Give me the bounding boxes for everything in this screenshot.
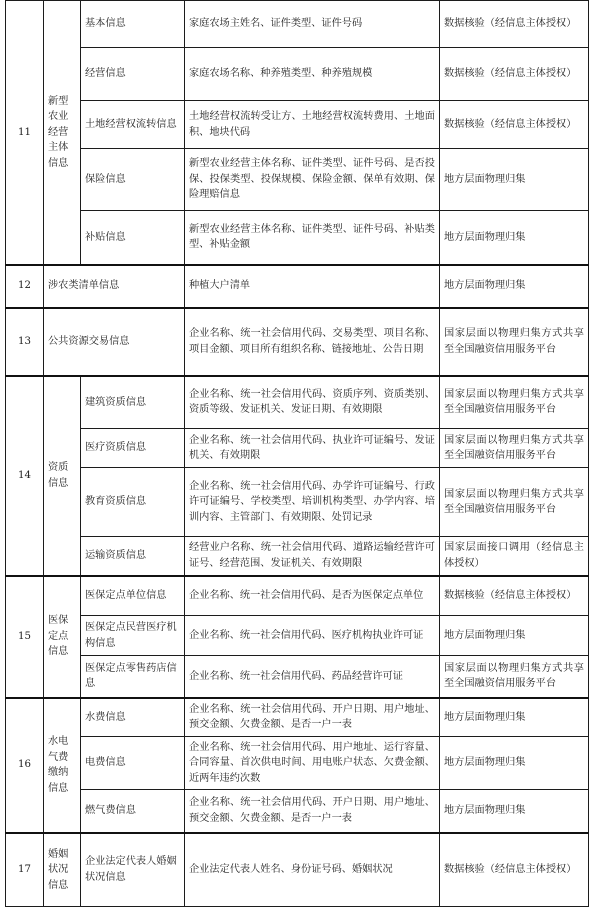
method-cell: 国家层面以物理归集方式共享至全国融资信用服务平台 bbox=[440, 376, 589, 429]
table-row bbox=[6, 429, 589, 468]
method-cell: 地方层面物理归集 bbox=[440, 265, 589, 308]
fields-cell: 种植大户清单 bbox=[185, 265, 440, 308]
subcategory-cell: 医疗资质信息 bbox=[81, 429, 185, 468]
method-cell: 数据核验（经信息主体授权） bbox=[440, 576, 589, 616]
category-cell: 医保定点信息 bbox=[44, 576, 81, 698]
category-cell: 水电气费缴纳信息 bbox=[44, 698, 81, 833]
fields-cell: 企业名称、统一社会信用代码、交易类型、项目名称、项目金额、项目所有组织名称、链接地址、公告日期 bbox=[185, 308, 440, 376]
method-cell: 地方层面物理归集 bbox=[440, 698, 589, 737]
row-number: 11 bbox=[6, 1, 44, 265]
subcategory-cell: 经营信息 bbox=[81, 48, 185, 101]
category-cell: 公共资源交易信息 bbox=[44, 308, 185, 376]
category-cell: 婚姻状况信息 bbox=[44, 833, 81, 907]
method-cell: 地方层面物理归集 bbox=[440, 211, 589, 265]
subcategory-cell: 电费信息 bbox=[81, 737, 185, 790]
table-row bbox=[6, 265, 589, 308]
credit-data-table bbox=[5, 0, 589, 907]
table-row bbox=[6, 468, 589, 537]
fields-cell: 新型农业经营主体名称、证件类型、证件号码、补贴类型、补贴金额 bbox=[185, 211, 440, 265]
category-cell: 涉农类清单信息 bbox=[44, 265, 185, 308]
table-row bbox=[6, 211, 589, 265]
method-cell: 地方层面物理归集 bbox=[440, 616, 589, 656]
table-row bbox=[6, 737, 589, 790]
method-cell: 数据核验（经信息主体授权） bbox=[440, 1, 589, 48]
table-row bbox=[6, 790, 589, 833]
method-cell: 数据核验（经信息主体授权） bbox=[440, 48, 589, 101]
row-number: 12 bbox=[6, 265, 44, 308]
row-number: 15 bbox=[6, 576, 44, 698]
subcategory-cell: 燃气费信息 bbox=[81, 790, 185, 833]
subcategory-cell: 医保定点单位信息 bbox=[81, 576, 185, 616]
fields-cell: 家庭农场主姓名、证件类型、证件号码 bbox=[185, 1, 440, 48]
subcategory-cell: 企业法定代表人婚姻状况信息 bbox=[81, 833, 185, 907]
table-row bbox=[6, 308, 589, 376]
fields-cell: 新型农业经营主体名称、证件类型、证件号码、是否投保、投保类型、投保规模、保险金额、保单有效期、保险理赔信息 bbox=[185, 149, 440, 211]
fields-cell: 经营业户名称、统一社会信用代码、道路运输经营许可证号、经营范围、发证机关、有效期限 bbox=[185, 537, 440, 576]
fields-cell: 企业名称、统一社会信用代码、药品经营许可证 bbox=[185, 656, 440, 698]
subcategory-cell: 补贴信息 bbox=[81, 211, 185, 265]
method-cell: 国家层面以物理归集方式共享至全国融资信用服务平台 bbox=[440, 656, 589, 698]
fields-cell: 企业名称、统一社会信用代码、医疗机构执业许可证 bbox=[185, 616, 440, 656]
table-row bbox=[6, 698, 589, 737]
method-cell: 数据核验（经信息主体授权） bbox=[440, 101, 589, 149]
table-row bbox=[6, 616, 589, 656]
row-number: 13 bbox=[6, 308, 44, 376]
category-cell: 资质信息 bbox=[44, 376, 81, 576]
method-cell: 地方层面物理归集 bbox=[440, 790, 589, 833]
subcategory-cell: 医保定点零售药店信息 bbox=[81, 656, 185, 698]
table-row bbox=[6, 833, 589, 907]
subcategory-cell: 基本信息 bbox=[81, 1, 185, 48]
row-number: 14 bbox=[6, 376, 44, 576]
method-cell: 国家层面以物理归集方式共享至全国融资信用服务平台 bbox=[440, 308, 589, 376]
table-row bbox=[6, 537, 589, 576]
subcategory-cell: 水费信息 bbox=[81, 698, 185, 737]
subcategory-cell: 运输资质信息 bbox=[81, 537, 185, 576]
method-cell: 国家层面以物理归集方式共享至全国融资信用服务平台 bbox=[440, 429, 589, 468]
table-row bbox=[6, 576, 589, 616]
fields-cell: 企业名称、统一社会信用代码、执业许可证编号、发证机关、有效期限 bbox=[185, 429, 440, 468]
fields-cell: 家庭农场名称、种养殖类型、种养殖规模 bbox=[185, 48, 440, 101]
table-row bbox=[6, 101, 589, 149]
fields-cell: 企业名称、统一社会信用代码、资质序列、资质类别、资质等级、发证机关、发证日期、有效期限 bbox=[185, 376, 440, 429]
subcategory-cell: 教育资质信息 bbox=[81, 468, 185, 537]
method-cell: 国家层面接口调用（经信息主体授权） bbox=[440, 537, 589, 576]
fields-cell: 企业名称、统一社会信用代码、是否为医保定点单位 bbox=[185, 576, 440, 616]
fields-cell: 企业名称、统一社会信用代码、用户地址、运行容量、合同容量、首次供电时间、用电账户状态、欠费金额、近两年违约次数 bbox=[185, 737, 440, 790]
method-cell: 地方层面物理归集 bbox=[440, 149, 589, 211]
row-number: 16 bbox=[6, 698, 44, 833]
fields-cell: 企业名称、统一社会信用代码、办学许可证编号、行政许可证编号、学校类型、培训机构类型、办学内容、培训内容、主管部门、有效期限、处罚记录 bbox=[185, 468, 440, 537]
subcategory-cell: 医保定点民营医疗机构信息 bbox=[81, 616, 185, 656]
table-row bbox=[6, 656, 589, 698]
method-cell: 地方层面物理归集 bbox=[440, 737, 589, 790]
fields-cell: 土地经营权流转受让方、土地经营权流转费用、土地面积、地块代码 bbox=[185, 101, 440, 149]
subcategory-cell: 土地经营权流转信息 bbox=[81, 101, 185, 149]
category-cell: 新型农业经营主体信息 bbox=[44, 1, 81, 265]
subcategory-cell: 保险信息 bbox=[81, 149, 185, 211]
table-row bbox=[6, 1, 589, 48]
fields-cell: 企业法定代表人姓名、身份证号码、婚姻状况 bbox=[185, 833, 440, 907]
method-cell: 国家层面以物理归集方式共享至全国融资信用服务平台 bbox=[440, 468, 589, 537]
subcategory-cell: 建筑资质信息 bbox=[81, 376, 185, 429]
fields-cell: 企业名称、统一社会信用代码、开户日期、用户地址、预交金额、欠费金额、是否一户一表 bbox=[185, 790, 440, 833]
table-row bbox=[6, 149, 589, 211]
fields-cell: 企业名称、统一社会信用代码、开户日期、用户地址、预交金额、欠费金额、是否一户一表 bbox=[185, 698, 440, 737]
method-cell: 数据核验（经信息主体授权） bbox=[440, 833, 589, 907]
table-row bbox=[6, 376, 589, 429]
table-row bbox=[6, 48, 589, 101]
row-number: 17 bbox=[6, 833, 44, 907]
